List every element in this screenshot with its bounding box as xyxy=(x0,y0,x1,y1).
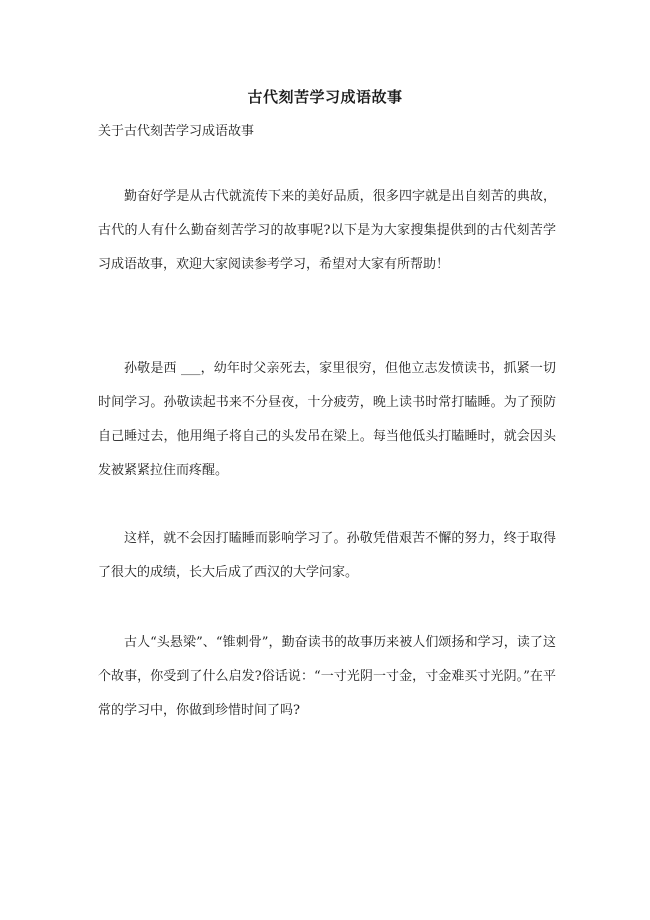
document-subtitle: 关于古代刻苦学习成语故事 xyxy=(98,124,255,139)
paragraph-result: 这样，就不会因打瞌睡而影响学习了。孙敬凭借艰苦不懈的努力，终于取得了很大的成绩，长大后成了西汉的大学问家。 xyxy=(98,531,556,580)
document-title: 古代刻苦学习成语故事 xyxy=(247,88,403,106)
paragraph-reflection: 古人“头悬梁”、“锥刺骨”，勤奋读书的故事历来被人们颂扬和学习，读了这个故事，你受到了什么启发?俗话说：“一寸光阴一寸金，寸金难买寸光阴。”在平常的学习中，你做到珍惜时间了吗? xyxy=(98,635,556,718)
paragraph-story: 孙敬是西 ___，幼年时父亲死去，家里很穷，但他立志发愤读书，抓紧一切时间学习。孙敬读起书来不分昼夜，十分疲劳，晚上读书时常打瞌睡。为了预防自己睡过去，他用绳子将自己的头发吊在梁上。每当他低头打瞌睡时，就会因头发被紧紧拉住而疼醒。 xyxy=(98,361,556,478)
paragraph-intro: 勤奋好学是从古代就流传下来的美好品质，很多四字就是出自刻苦的典故，古代的人有什么勤奋刻苦学习的故事呢?以下是为大家搜集提供到的古代刻苦学习成语故事，欢迎大家阅读参考学习，希望对大家有所帮助！ xyxy=(98,189,556,272)
